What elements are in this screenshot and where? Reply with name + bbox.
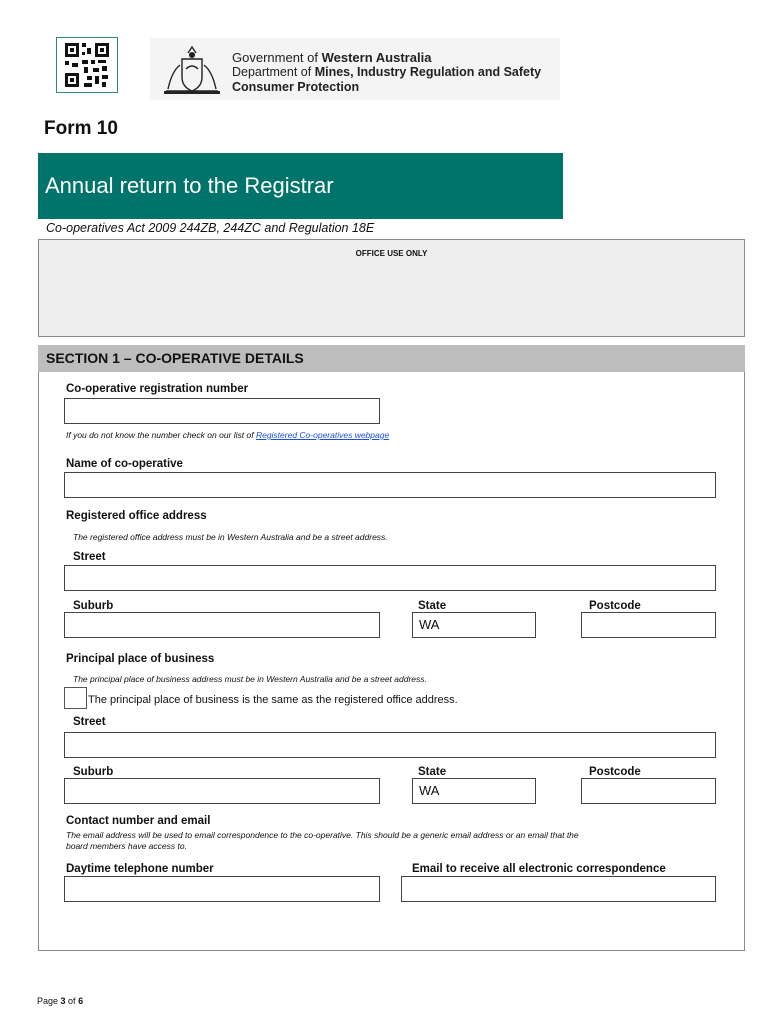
email-label: Email to receive all electronic correspondence	[412, 863, 666, 875]
registered-suburb-input[interactable]	[64, 612, 380, 638]
same-address-checkbox[interactable]	[64, 687, 87, 709]
act-reference: Co-operatives Act 2009 244ZB, 244ZC and Regulation 18E	[46, 221, 375, 235]
registration-number-label: Co-operative registration number	[66, 383, 249, 395]
coat-of-arms-icon	[160, 41, 224, 97]
principal-street-input[interactable]	[64, 732, 716, 758]
division-name: Consumer Protection	[232, 80, 360, 94]
principal-suburb-input[interactable]	[64, 778, 380, 804]
principal-state-input[interactable]: WA	[412, 778, 536, 804]
coop-name-label: Name of co-operative	[66, 458, 183, 470]
principal-postcode-input[interactable]	[581, 778, 716, 804]
office-use-label: OFFICE USE ONLY	[355, 249, 428, 258]
contact-note-line-2: board members have access to.	[66, 841, 187, 851]
qr-code	[56, 37, 118, 93]
form-title: Annual return to the Registrar	[45, 173, 334, 198]
email-input[interactable]	[401, 876, 716, 902]
department-name: Department of Mines, Industry Regulation and Safety	[232, 65, 542, 79]
principal-state-label: State	[418, 766, 447, 778]
principal-postcode-label: Postcode	[589, 766, 641, 778]
registered-state-label: State	[418, 600, 447, 612]
principal-place-note: The principal place of business address must be in Western Australia and be a street address.	[73, 674, 427, 684]
registered-street-input[interactable]	[64, 565, 716, 591]
section-1-title: SECTION 1 – CO-OPERATIVE DETAILS	[46, 350, 304, 366]
registration-number-note: If you do not know the number check on our list of Registered Co-operatives webpage	[66, 430, 390, 440]
registered-postcode-input[interactable]	[581, 612, 716, 638]
registered-street-label: Street	[73, 551, 106, 563]
principal-place-label: Principal place of business	[66, 653, 215, 665]
page-indicator: Page 3 of 6	[37, 996, 84, 1006]
registered-postcode-label: Postcode	[589, 600, 641, 612]
contact-label: Contact number and email	[66, 815, 211, 827]
contact-note-line-1: The email address will be used to email correspondence to the co-operative. This should be a generic email address or an email that the	[66, 830, 579, 840]
coop-name-input[interactable]	[64, 472, 716, 498]
principal-street-label: Street	[73, 716, 106, 728]
same-address-label: The principal place of business is the same as the registered office address.	[88, 694, 458, 706]
government-name: Government of Western Australia	[232, 50, 432, 65]
registration-number-input[interactable]	[64, 398, 380, 424]
registered-suburb-label: Suburb	[73, 600, 114, 612]
registered-coops-link[interactable]: Registered Co-operatives webpage	[255, 430, 390, 440]
registered-state-input[interactable]: WA	[412, 612, 536, 638]
phone-input[interactable]	[64, 876, 380, 902]
phone-label: Daytime telephone number	[66, 863, 214, 875]
principal-suburb-label: Suburb	[73, 766, 114, 778]
registered-office-label: Registered office address	[66, 510, 207, 522]
form-number: Form 10	[44, 118, 118, 139]
registered-office-note: The registered office address must be in Western Australia and be a street address.	[73, 532, 388, 542]
